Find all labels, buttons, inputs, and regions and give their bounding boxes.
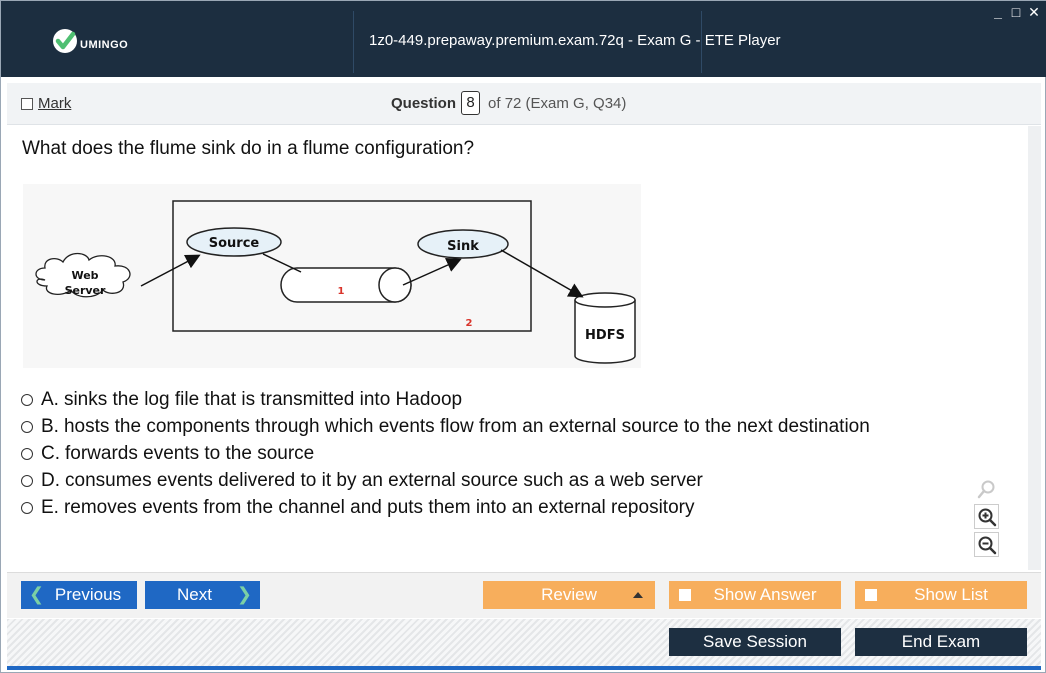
question-label: Question (391, 94, 457, 112)
answer-letter: E. (41, 496, 59, 518)
answer-option-e[interactable] (21, 494, 870, 521)
answer-letter: A. (41, 388, 59, 410)
answer-list (21, 386, 870, 521)
save-session-button[interactable] (669, 628, 841, 656)
content-scrollbar[interactable] (1028, 126, 1041, 570)
hdfs-label: HDFS (585, 328, 625, 343)
channel-number: 1 (337, 286, 345, 297)
radio-d[interactable] (21, 475, 33, 487)
minimize-button[interactable]: _ (994, 4, 1002, 20)
show-answer-label: Show Answer (713, 585, 817, 604)
previous-button[interactable] (21, 581, 137, 609)
zoom-controls (974, 476, 999, 557)
agent-box (173, 201, 531, 331)
title-bar (1, 1, 1046, 77)
review-button[interactable] (483, 581, 655, 609)
session-footer (7, 619, 1041, 666)
next-label: Next (177, 585, 212, 604)
mark-checkbox-box[interactable] (21, 98, 33, 110)
answer-option-d[interactable] (21, 467, 870, 494)
zoom-in-icon (977, 507, 997, 527)
answer-option-b[interactable] (21, 413, 870, 440)
flume-diagram (23, 184, 641, 368)
zoom-out-icon (977, 535, 997, 555)
logo-check-icon (51, 27, 79, 55)
answer-option-a[interactable] (21, 386, 870, 413)
logo-text: UMINGO (80, 39, 129, 51)
radio-c[interactable] (21, 448, 33, 460)
arrow-channel-sink (403, 260, 459, 285)
zoom-out-button[interactable] (974, 532, 999, 557)
answer-text: forwards events to the source (65, 442, 315, 464)
show-list-checkbox[interactable] (865, 589, 877, 601)
arrow-source-channel (263, 254, 301, 272)
close-button[interactable]: ✕ (1028, 4, 1040, 20)
previous-label: Previous (54, 585, 122, 604)
save-session-label: Save Session (703, 632, 807, 651)
answer-letter: D. (41, 469, 60, 491)
answer-text: hosts the components through which events flow from an external source to the next destination (63, 415, 870, 437)
question-number-input[interactable]: 8 (461, 91, 480, 115)
show-list-button[interactable] (855, 581, 1027, 609)
window-title: 1z0-449.prepaway.premium.exam.72q - Exam G - ETE Player (369, 32, 781, 49)
show-answer-button[interactable] (669, 581, 841, 609)
chevron-right-icon: ❯ (236, 584, 252, 604)
review-label: Review (541, 585, 597, 604)
show-answer-checkbox[interactable] (679, 589, 691, 601)
caret-up-icon (633, 592, 643, 598)
question-counter (391, 91, 626, 115)
bottom-accent-bar (7, 666, 1041, 670)
mark-checkbox[interactable] (21, 95, 71, 112)
arrow-sink-hdfs (501, 250, 581, 296)
next-button[interactable] (145, 581, 260, 609)
answer-option-c[interactable] (21, 440, 870, 467)
source-label: Source (208, 236, 260, 251)
flume-diagram-svg (23, 184, 641, 368)
chevron-left-icon: ❮ (29, 584, 45, 604)
answer-text: sinks the log file that is transmitted into Hadoop (63, 388, 463, 410)
zoom-reset-button[interactable] (974, 476, 999, 501)
navigation-toolbar (7, 572, 1041, 618)
sink-label: Sink (447, 239, 479, 254)
vumingo-logo (51, 26, 128, 56)
show-list-label: Show List (914, 585, 988, 604)
end-exam-label: End Exam (901, 632, 981, 651)
answer-text: removes events from the channel and puts them into an external repository (63, 496, 695, 518)
mark-label: Mark (38, 95, 72, 112)
answer-text: consumes events delivered to it by an external source such as a web server (65, 469, 703, 491)
end-exam-button[interactable] (855, 628, 1027, 656)
answer-letter: B. (41, 415, 59, 437)
title-separator (353, 11, 354, 73)
question-of-text: of 72 (Exam G, Q34) (488, 94, 627, 112)
web-server-label-2: Server (64, 284, 106, 297)
question-text: What does the flume sink do in a flume configuration? (22, 138, 475, 159)
question-content (7, 126, 1028, 570)
radio-a[interactable] (21, 394, 33, 406)
web-server-cloud (36, 254, 130, 298)
zoom-in-button[interactable] (974, 504, 999, 529)
magnifier-icon (977, 479, 997, 499)
question-header (7, 83, 1041, 125)
restore-button[interactable]: □ (1011, 4, 1021, 20)
channel-node (281, 268, 411, 302)
answer-letter: C. (41, 442, 60, 464)
radio-b[interactable] (21, 421, 33, 433)
web-server-label-1: Web (71, 269, 99, 282)
window-controls (991, 4, 1041, 21)
radio-e[interactable] (21, 502, 33, 514)
agent-number: 2 (465, 318, 473, 329)
arrow-webserver-source (141, 256, 198, 286)
